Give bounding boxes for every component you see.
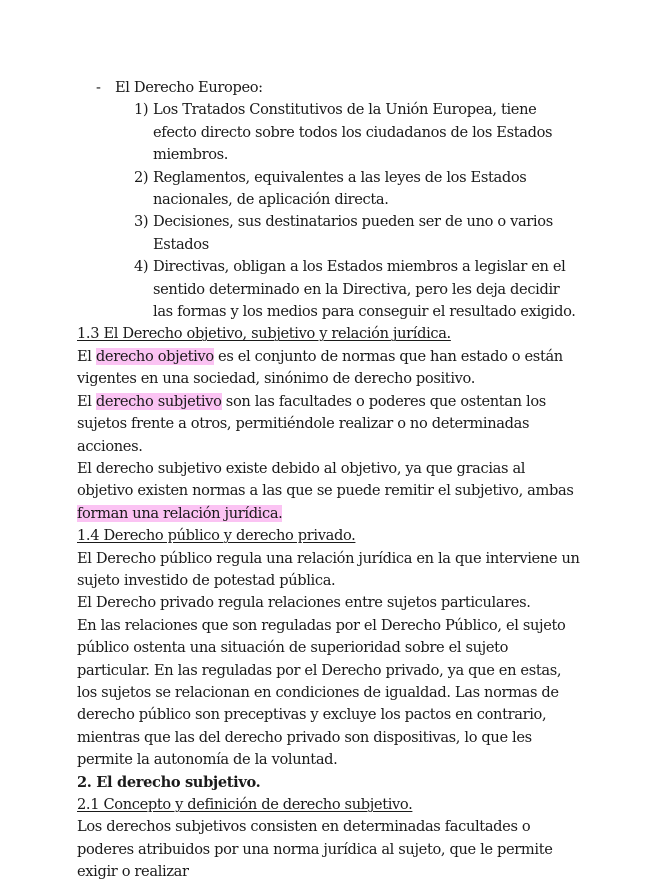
paragraph-prefix: El [77,392,96,410]
list-item [77,99,582,166]
paragraph-text: El derecho subjetivo existe debido al objetivo, ya que gracias al objetivo existen normas a las que se puede remitir el subjetivo, ambas [77,459,574,500]
highlight-derecho-objetivo: derecho objetivo [95,347,214,365]
section-heading-1-3: 1.3 El Derecho objetivo, subjetivo y relación jurídica. [77,325,451,343]
list-item-text: Los Tratados Constitutivos de la Unión Europea, tiene efecto directo sobre todos los ciudadanos de los Estados miembros. [153,101,553,164]
paragraph-objective-law [77,346,582,391]
paragraph-prefix: El [77,347,96,365]
bullet-dash: - [96,79,101,96]
paragraph-public-vs-private: En las relaciones que son reguladas por el Derecho Público, el sujeto público ostenta una situación de superioridad sobre el sujeto particular. En las reguladas por el Derecho privado, ya que en estas, los sujetos se relacionan en condiciones de igualdad. Las normas de derecho público son preceptivas y excluye los pactos en contrario, mientras que las del derecho privado son dispositivas, lo que les permite la autonomía de la voluntad. [77,616,566,769]
bullet-european-law [77,77,582,99]
document-page [77,77,582,884]
european-law-list [77,99,582,323]
bullet-title: El Derecho Europeo: [115,79,263,96]
list-number: 4) [134,258,149,276]
paragraph-subjective-law [77,391,582,458]
list-number: 3) [134,213,149,231]
list-item-text: Directivas, obligan a los Estados miembros a legislar en el sentido determinado en la Directiva, pero les deja decidir las formas y los medios para conseguir el resultado exigido. [153,258,576,321]
section-heading-2-1: 2.1 Concepto y definición de derecho subjetivo. [77,796,413,813]
paragraph-public-law: El Derecho público regula una relación jurídica en la que interviene un sujeto investido de potestad pública. [77,549,580,589]
list-item [77,211,582,256]
list-item [77,256,582,323]
list-number: 2) [134,168,149,186]
list-number: 1) [134,101,149,119]
paragraph-subjective-rights: Los derechos subjetivos consisten en determinadas facultades o poderes atribuidos por una norma jurídica al sujeto, que le permite exigir o realizar [77,818,553,881]
list-item-text: Decisiones, sus destinatarios pueden ser de uno o varios Estados [153,213,553,253]
highlight-derecho-subjetivo: derecho subjetivo [95,392,222,410]
section-heading-2: 2. El derecho subjetivo. [77,773,261,791]
paragraph-text: son las facultades o poderes que ostentan los sujetos frente a otros, permitiéndole realizar o no determinadas acciones. [77,392,546,455]
paragraph-private-law: El Derecho privado regula relaciones entre sujetos particulares. [77,594,531,612]
paragraph-legal-relation [77,458,582,525]
list-item-text: Reglamentos, equivalentes a las leyes de los Estados nacionales, de aplicación directa. [153,168,527,209]
highlight-relacion-juridica: forman una relación jurídica. [77,504,283,522]
list-item [77,167,582,212]
section-heading-1-4: 1.4 Derecho público y derecho privado. [77,527,356,545]
paragraph-text: es el conjunto de normas que han estado o están vigentes en una sociedad, sinónimo de derecho positivo. [77,347,563,388]
